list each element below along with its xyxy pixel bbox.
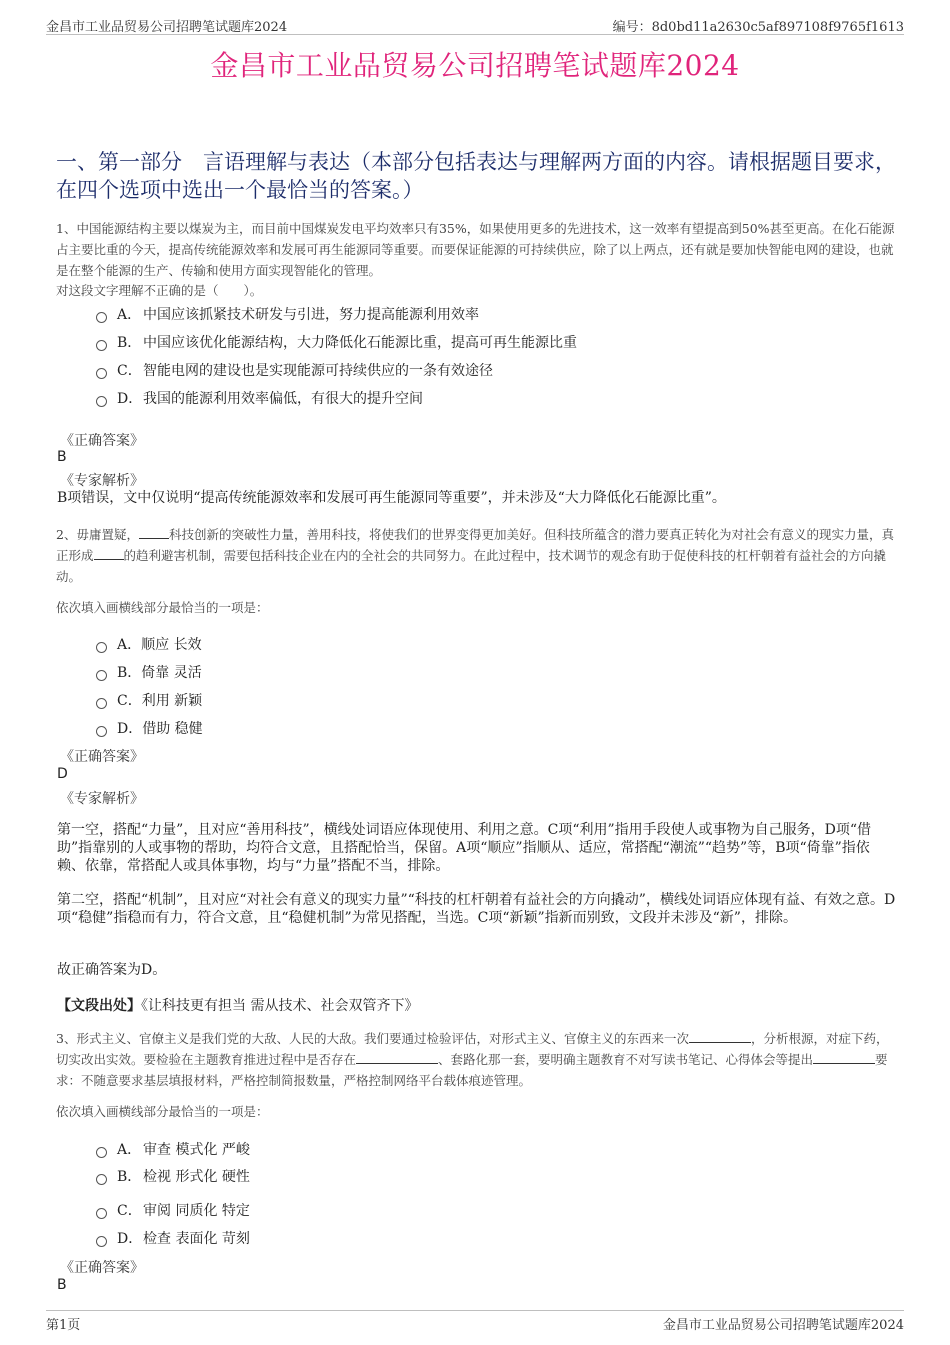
- q3-option-a[interactable]: A． 审查 模式化 严峻: [96, 1139, 250, 1159]
- page-footer: [46, 1310, 904, 1331]
- radio-icon[interactable]: [96, 698, 107, 709]
- q2-option-d[interactable]: D．借助 稳健: [96, 718, 203, 738]
- q3-option-b[interactable]: B． 检视 形式化 硬性: [96, 1166, 250, 1186]
- q1-answer-label: 《正确答案》: [60, 433, 144, 449]
- q3-answer-label: 《正确答案》: [60, 1260, 144, 1276]
- q2-stem: 2、毋庸置疑， 科技创新的突破性力量，善用科技，将使我们的世界变得更加美好。但科技所蕴含的潜力要真正转化为对社会有意义的现实力量，真正形成 的趋利避害机制，需要包括科技企业在内的全社会的共同努力。在此过程中，技术调节的观念有助于促使科技的杠杆朝着有益社会的方向撬动。: [56, 527, 894, 584]
- q2-answer-label: 《正确答案》: [60, 749, 144, 765]
- blank-line: [689, 1042, 751, 1043]
- section-heading: 一、第一部分 言语理解与表达（本部分包括表达与理解两方面的内容。请根据题目要求，在四个选项中选出一个最恰当的答案。）: [56, 150, 896, 202]
- q2-conclusion: 故正确答案为D。: [57, 962, 167, 978]
- q3-option-c[interactable]: C．审阅 同质化 特定: [96, 1200, 250, 1220]
- footer-doc-title: 金昌市工业品贸易公司招聘笔试题库2024: [662, 1318, 904, 1333]
- q3-stem: 3、形式主义、官僚主义是我们党的大敌、人民的大敌。我们要通过检验评估，对形式主义、官僚主义的东西来一次 ，分析根源，对症下药，切实改出实效。要检验在主题教育推进过程中是否存在 、套路化那一套，要明确主题教育不对写读书笔记、心得体会等提出 要求：不随意要求基层填报材料，严格控制简报数量，严格控制网络平台载体痕迹管理。: [56, 1031, 889, 1088]
- q2-option-a[interactable]: A．顺应 长效: [96, 634, 202, 654]
- radio-icon[interactable]: [96, 1236, 107, 1247]
- q2-analysis-label: 《专家解析》: [60, 791, 144, 807]
- radio-icon[interactable]: [96, 396, 107, 407]
- page-header: [46, 14, 904, 35]
- radio-icon[interactable]: [96, 1174, 107, 1185]
- q3-answer: B: [57, 1277, 67, 1293]
- q1-stem: 1、中国能源结构主要以煤炭为主，而目前中国煤炭发电平均效率只有35%，如果使用更多的先进技术，这一效率有望提高到50%甚至更高。在化石能源占主要比重的今天，提高传统能源效率和发展可再生能源同等重要。而要保证能源的可持续供应，除了以上两点，还有就是要加快智能电网的建设，也就是在整个能源的生产、传输和使用方面实现智能化的管理。: [56, 221, 895, 278]
- radio-icon[interactable]: [96, 726, 107, 737]
- radio-icon[interactable]: [96, 312, 107, 323]
- q2-answer: D: [57, 766, 68, 782]
- radio-icon[interactable]: [96, 1147, 107, 1158]
- q2-analysis-first-blank: 第一空，搭配“力量”，且对应“善用科技”，横线处词语应体现使用、利用之意。C项“利用”指用手段使人或事物为自己服务，D项“借助”指靠别的人或事物的帮助，均符合文意，且搭配恰当，保留。A项“顺应”指顺从、适应，常搭配“潮流”“趋势”等，B项“倚靠”指依赖、依靠，常搭配人或具体事物，均与“力量”搭配不当，排除。: [57, 822, 872, 874]
- q2-source: 【文段出处】《让科技更有担当 需从技术、社会双管齐下》: [57, 998, 419, 1014]
- q1-analysis-label: 《专家解析》: [60, 473, 144, 489]
- q2-prompt: 依次填入画横线部分最恰当的一项是：: [56, 600, 269, 615]
- blank-line: [139, 538, 169, 539]
- radio-icon[interactable]: [96, 670, 107, 681]
- q2-option-b[interactable]: B．倚靠 灵活: [96, 662, 202, 682]
- q2-analysis-second-blank: 第二空，搭配“机制”，且对应“对社会有意义的现实力量”“科技的杠杆朝着有益社会的方向撬动”，横线处词语应体现有益、有效之意。D项“稳健”指稳而有力，符合文意，且“稳健机制”为常见搭配，当选。C项“新颖”指新而别致，文段并未涉及“新”，排除。: [57, 892, 896, 926]
- q3-option-d[interactable]: D．检查 表面化 苛刻: [96, 1228, 250, 1248]
- radio-icon[interactable]: [96, 368, 107, 379]
- q1-option-c[interactable]: C．智能电网的建设也是实现能源可持续供应的一条有效途径: [96, 360, 493, 380]
- radio-icon[interactable]: [96, 642, 107, 653]
- blank-line: [356, 1063, 438, 1064]
- q1-prompt: 对这段文字理解不正确的是（ ）。: [56, 283, 263, 298]
- header-doc-id: 编号：8d0bd11a2630c5af897108f9765f1613: [612, 20, 904, 35]
- blank-line: [813, 1063, 875, 1064]
- q1-option-d[interactable]: D．我国的能源利用效率偏低，有很大的提升空间: [96, 388, 423, 408]
- q3-prompt: 依次填入画横线部分最恰当的一项是：: [56, 1104, 269, 1119]
- radio-icon[interactable]: [96, 340, 107, 351]
- page-number: 第1页: [46, 1318, 81, 1333]
- q1-option-a[interactable]: A． 中国应该抓紧技术研发与引进，努力提高能源利用效率: [96, 304, 479, 324]
- header-doc-title: 金昌市工业品贸易公司招聘笔试题库2024: [46, 20, 288, 35]
- radio-icon[interactable]: [96, 1208, 107, 1219]
- q1-answer: B: [57, 449, 67, 465]
- q2-option-c[interactable]: C．利用 新颖: [96, 690, 202, 710]
- page-title: 金昌市工业品贸易公司招聘笔试题库2024: [210, 49, 740, 82]
- blank-line: [94, 559, 124, 560]
- q1-option-b[interactable]: B． 中国应该优化能源结构，大力降低化石能源比重，提高可再生能源比重: [96, 332, 577, 352]
- q1-analysis: B项错误，文中仅说明“提高传统能源效率和发展可再生能源同等重要”，并未涉及“大力降低化石能源比重”。: [57, 490, 726, 506]
